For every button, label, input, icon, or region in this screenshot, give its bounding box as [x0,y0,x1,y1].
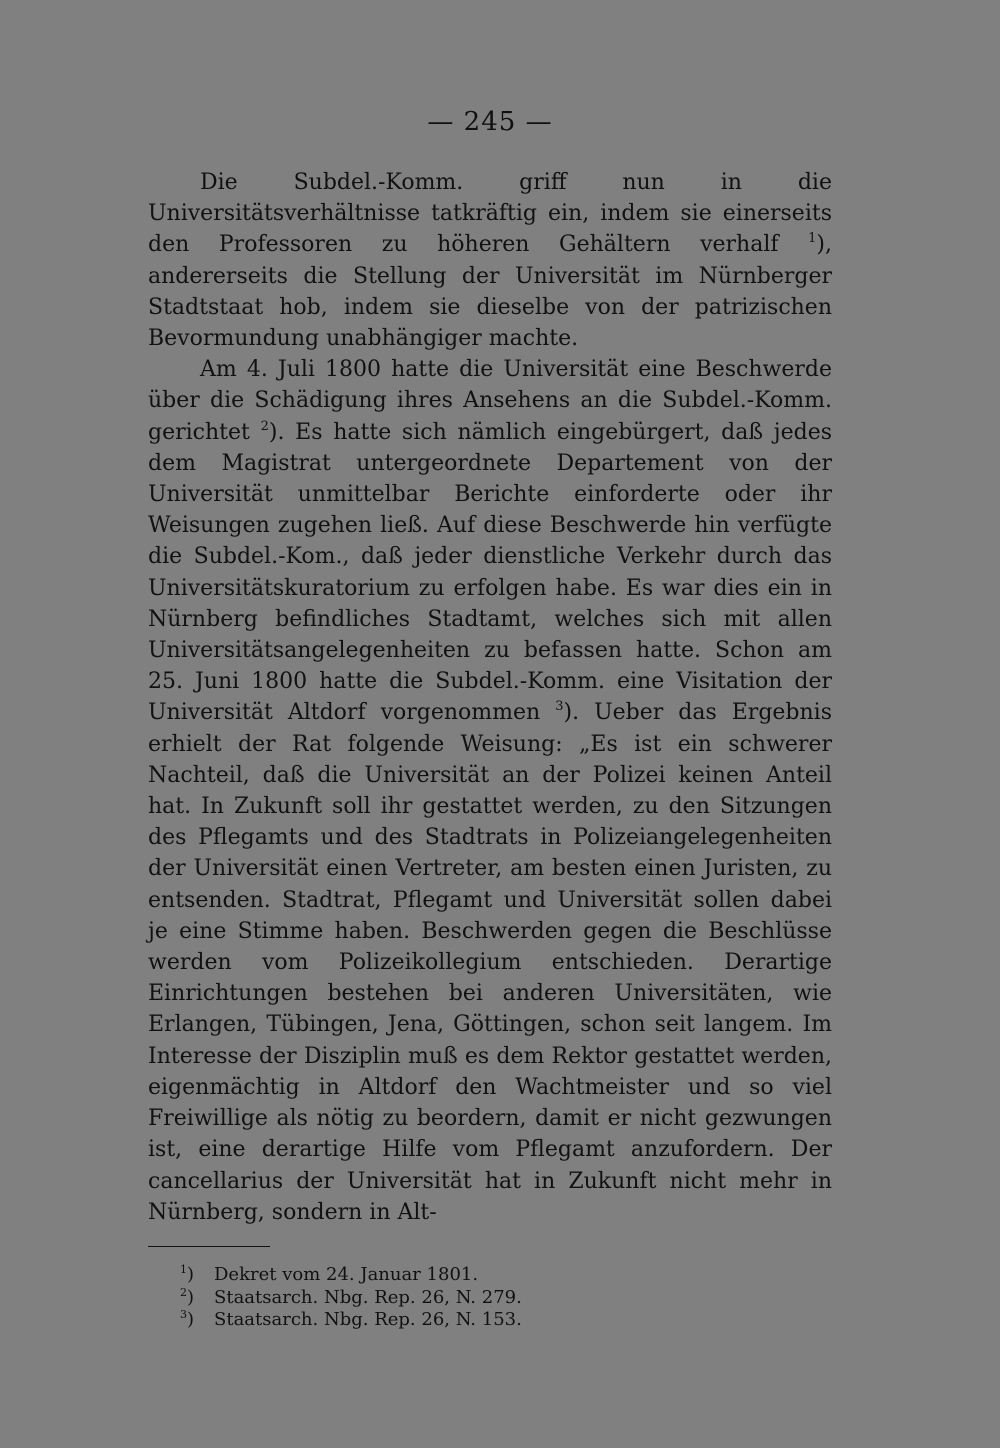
footnote-2-mark [180,1287,214,1310]
footnotes [180,1264,780,1332]
paragraph-1 [148,167,832,354]
footnote-3-mark [180,1309,214,1332]
body-text [148,167,832,1228]
footnote-2-paren: ) [187,1286,195,1308]
paragraph-1-text-1: Die Subdel.-Komm. griff nun in die Universitätsverhältnisse tatkräftig ein, indem sie einerseits den Professoren zu höheren Gehältern verhalf [148,170,832,258]
footnote-2-number: 2 [180,1285,187,1299]
paragraph-2-text-2: ). Es hatte sich nämlich eingebürgert, daß jedes dem Magistrat untergeordnete Departement von der Universität unmittelbar Berichte einforderte oder ihr Weisungen zugehen ließ. Auf diese Beschwerde hin verfügte die Subdel.-Kom., daß jeder dienstliche Verkehr durch das Universitätskuratorium zu erfolgen habe. Es war dies ein in Nürnberg befindliches Stadtamt, welches sich mit allen Universitätsangelegenheiten zu befassen hatte. Schon am 25. Juni 1800 hatte die Subdel.-Komm. eine Visitation der Universität Altdorf vorgenommen [148,419,832,726]
footnote-ref-1: 1 [808,231,817,247]
paragraph-2-text-3: ). Ueber das Ergebnis erhielt der Rat folgende Weisung: „Es ist ein schwerer Nachteil, daß die Universität an der Polizei keinen Anteil hat. In Zukunft soll ihr gestattet werden, zu den Sitzungen des Pflegamts und des Stadtrats in Polizeiangelegenheiten der Universität einen Vertreter, am besten einen Juristen, zu entsenden. Stadtrat, Pflegamt und Universität sollen dabei je eine Stimme haben. Beschwerden gegen die Beschlüsse werden vom Polizeikollegium entschieden. Derartige Einrichtungen bestehen bei anderen Universitäten, wie Erlangen, Tübingen, Jena, Göttingen, schon seit langem. Im Interesse der Disziplin muß es dem Rektor gestattet werden, eigenmächtig in Altdorf den Wachtmeister und so viel Freiwillige als nötig zu beordern, damit er nicht gezwungen ist, eine derartige Hilfe vom Pflegamt anzufordern. Der cancellarius der Universität hat in Zukunft nicht mehr in Nürnberg, sondern in Alt- [148,700,833,1225]
paragraph-2-text-1: Am 4. Juli 1800 hatte die Universität eine Beschwerde über die Schädigung ihres Ansehens an die Subdel.-Komm. gerichtet [148,357,832,445]
paragraph-2 [148,354,832,1228]
paragraph-1-text-2: ), andererseits die Stellung der Universität im Nürnberger Stadtstaat hob, indem sie dieselbe von der patrizischen Bevormundung unabhängiger machte. [148,232,832,352]
footnote-1 [180,1264,780,1287]
footnote-divider [148,1246,270,1247]
footnote-ref-3: 3 [555,699,564,715]
footnote-3-number: 3 [180,1308,187,1321]
footnote-3-paren: ) [187,1309,195,1330]
page-number: — 245 — [427,107,553,137]
footnote-2 [180,1287,780,1310]
footnote-1-text: Dekret vom 24. Januar 1801. [214,1264,479,1285]
footnote-ref-2: 2 [260,418,269,434]
footnote-1-paren: ) [187,1264,195,1285]
footnote-1-mark [180,1264,214,1287]
footnote-3 [180,1309,780,1332]
footnote-3-text: Staatsarch. Nbg. Rep. 26, N. 153. [214,1309,522,1330]
footnote-2-text: Staatsarch. Nbg. Rep. 26, N. 279. [214,1286,522,1308]
footnote-1-number: 1 [180,1263,187,1276]
